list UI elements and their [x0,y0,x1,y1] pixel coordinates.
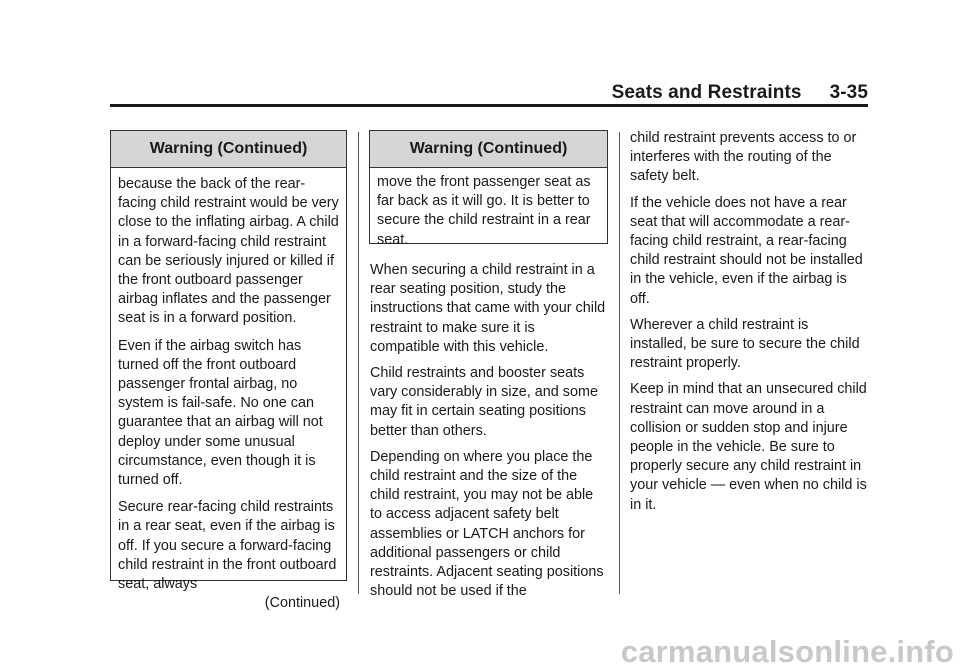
warning-paragraph: Even if the airbag switch has turned off the front outboard passenger frontal airbag, no system is fail-safe. No one can guarantee that an airbag will not deploy under some unusual circumstance, even though it is turned off. [118,337,323,489]
page-number: 3-35 [829,82,868,103]
body-paragraph: When securing a child restraint in a rear seating position, study the instructions that came with your child restraint to make sure it is compatible with this vehicle. [370,262,606,355]
warning-box-column1 [110,130,347,612]
section-title: Seats and Restraints [611,82,802,103]
body-paragraph: Keep in mind that an unsecured child restraint can move around in a collision or sudden stop and injure people in the vehicle. Be sure to properly secure any child restraint in your vehicle — even when no child is in it. [630,381,867,513]
body-paragraph: child restraint prevents access to or interferes with the routing of the safety belt. [630,130,857,185]
warning-body [111,168,346,613]
watermark: carmanualsonline.info [620,634,954,669]
warning-title: Warning (Continued) [111,131,346,168]
column3-text [630,129,868,522]
body-paragraph: If the vehicle does not have a rear seat that will accommodate a rear-facing child restraint, a rear-facing child restraint should not be installed in the vehicle, even if the airbag is off. [630,194,863,307]
warning-box-column2 [369,130,608,248]
warning-paragraph: Secure rear-facing child restraints in a rear seat, even if the airbag is off. If you secure a forward-facing child restraint in the front outboard seat, always [118,499,337,593]
body-paragraph: Depending on where you place the child restraint and the size of the child restraint, you may not be able to access adjacent safety belt assemblies or LATCH anchors for additional passengers or child restraints. Adjacent seating positions should not be used if the [370,448,604,600]
warning-paragraph: because the back of the rear-facing child restraint would be very close to the inflating airbag. A child in a forward-facing child restraint can be seriously injured or killed if the front outboard passenger airbag inflates and the passenger seat is in a forward position. [118,176,339,327]
header-text [612,82,868,104]
page-header [110,76,868,106]
column-divider-2 [619,132,620,594]
column-divider-1 [358,132,359,594]
column2-text [370,261,608,608]
warning-title: Warning (Continued) [370,131,607,168]
warning-body [370,168,607,250]
warning-paragraph: move the front passenger seat as far back as it will go. It is better to secure the child restraint in a rear seat. [377,174,591,248]
header-rule [110,104,868,107]
body-paragraph: Wherever a child restraint is installed, be sure to secure the child restraint properly. [630,316,860,372]
body-paragraph: Child restraints and booster seats vary considerably in size, and some may fit in certain seating positions better than others. [370,365,598,439]
continued-label: (Continued) [264,595,340,612]
